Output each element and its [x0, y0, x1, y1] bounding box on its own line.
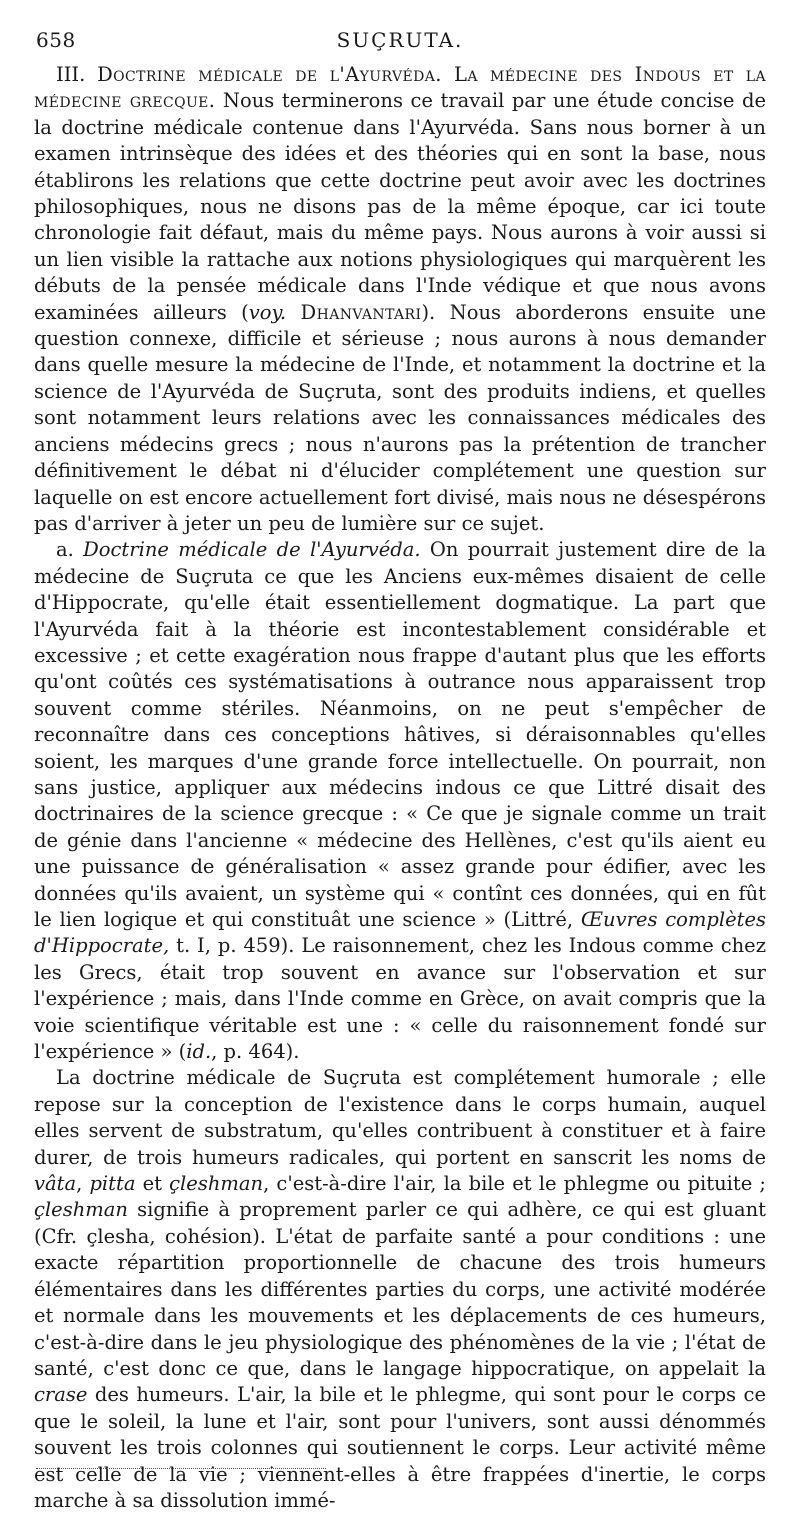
section-heading: Doctrine médicale de l'Ayurvéda. La médecine des Indous et la médecine grecque. — [34, 63, 767, 113]
section-number: III. — [56, 63, 86, 86]
subsection-text-3: , p. 464). — [211, 1040, 300, 1064]
term-separator: et — [135, 1172, 170, 1196]
section-intro-tail: ). Nous aborderons ensuite une question connexe, difficile et sérieuse ; nous aurons à nous demander dans quelle mesure la médecine de l'Inde, et notamment la doctrine et la science de l'Ayurvéda de Suçruta, sont des produits indiens, et quelles sont notamment leurs relations avec les connaissances médicales des anciens médecins grecs ; nous n'aurons pas la prétention de trancher définitivement le débat ni d'élucider complétement une question sur laquelle on est encore actuellement fort divisé, mais nous ne désespérons pas d'arriver à jeter un peu de lumière sur ce sujet. — [34, 300, 767, 535]
subsection-text-1: On pourrait justement dire de la médecine de Suçruta ce que les Anciens eux-mêmes disaient de celle d'Hippocrate, qu'elle était essentiellement dogmatique. La part que l'Ayurvéda fait à la théorie est incontestablement considérable et excessive ; et cette exagération nous frappe d'autant plus que les efforts qu'ont coûtés ces systématisations à outrance nous apparaissent trop souvent comme stériles. Néanmoins, on ne peut s'empêcher de reconnaître dans ces conceptions hâtives, si déraisonnables qu'elles soient, les marques d'une grande force intellectuelle. On pourrait, non sans justice, appliquer aux médecins indous ce que Littré disait des doctrinaires de la science grecque : « Ce que je signale comme un trait de génie dans l'ancienne « médecine des Hellènes, c'est qu'ils aient eu une puissance de généralisation « assez grande pour édifier, avec les données qu'ils avaient, un système qui « contînt ces données, qui en fût le lien logique et qui constituât une science » (Littré, — [34, 538, 766, 931]
subsection-a-paragraph — [34, 537, 766, 1065]
humoral-text-4: des humeurs. L'air, la bile et le phlegme, qui sont pour le corps ce que le soleil, la lune et l'air, sont pour l'univers, sont aussi dénommés souvent les trois colonnes qui soutiennent le corps. Leur activité même est celle de la vie ; viennent-elles à être frappées d'inertie, le corps marche à sa dissolution immé- — [34, 1383, 766, 1512]
humoral-doctrine-paragraph — [34, 1065, 766, 1514]
page-number: 658 — [36, 28, 76, 52]
humoral-text-3: signifie à proprement parler ce qui adhère, ce qui est gluant (Cfr. çlesha, cohésion). L'état de parfaite santé a pour conditions : une exacte répartition proportionnelle de chacune des trois humeurs élémentaires dans les différentes parties du corps, une activité modérée et normale dans les mouvements et les déplacements de ces humeurs, c'est-à-dire dans le jeu physiologique des phénomènes de la vie ; l'état de santé, c'est donc ce que, dans le langage hippocratique, on appelait la — [34, 1198, 766, 1380]
humoral-text-1: La doctrine médicale de Suçruta est complétement humorale ; elle repose sur la conception de l'existence dans le corps humain, auquel elles servent de substratum, qu'elles contribuent à constituer et à faire durer, de trois humeurs radicales, qui portent en sanscrit les noms de — [34, 1066, 766, 1169]
term-vata: vâta — [34, 1172, 77, 1196]
subsection-title: Doctrine médicale de l'Ayurvéda. — [83, 538, 421, 562]
subsection-text-2: t. I, p. 459). Le raisonnement, chez les Indous comme chez les Grecs, était trop souvent en avance sur l'observation et sur l'expérience ; mais, dans l'Inde comme en Grèce, on avait compris que la voie scientifique véritable est une : « celle du raisonnement fondé sur l'expérience » ( — [34, 934, 766, 1064]
term-cleshman-repeat: çleshman — [34, 1198, 128, 1222]
term-separator: , — [76, 1172, 90, 1196]
voy-abbreviation: voy. — [248, 300, 287, 324]
section-iii-paragraph — [34, 62, 766, 537]
section-intro-text: Nous terminerons ce travail par une étude concise de la doctrine médicale contenue dans l'Ayurvéda. Sans nous borner à un examen intrinsèque des idées et des théories qui en sont la base, nous établirons les relations que cette doctrine peut avoir avec les doctrines philosophiques, nous ne disons pas de la même époque, car ici toute chronologie fait défaut, mais du même pays. Nous aurons à voir aussi si un lien visible la rattache aux notions physiologiques qui marquèrent les débuts de la pensée médicale dans l'Inde védique et que nous avons examinées ailleurs ( — [34, 89, 766, 324]
ibid-reference: id. — [186, 1040, 212, 1064]
page-body — [34, 62, 766, 1514]
humoral-text-2: , c'est-à-dire l'air, la bile et le phlegme ou pituite ; — [263, 1172, 766, 1196]
footer-dotted-rule — [36, 1468, 326, 1469]
subsection-label: a. — [56, 538, 74, 562]
cross-reference-dhanvantari: Dhanvantari — [300, 300, 422, 324]
page-header — [30, 28, 770, 58]
term-crase: crase — [34, 1383, 88, 1407]
term-cleshman: çleshman — [169, 1172, 264, 1196]
term-pitta: pitta — [89, 1172, 136, 1196]
cited-work-title: Œuvres complètes d'Hippocrate, — [34, 908, 766, 958]
running-title: SUÇRUTA. — [336, 28, 464, 52]
